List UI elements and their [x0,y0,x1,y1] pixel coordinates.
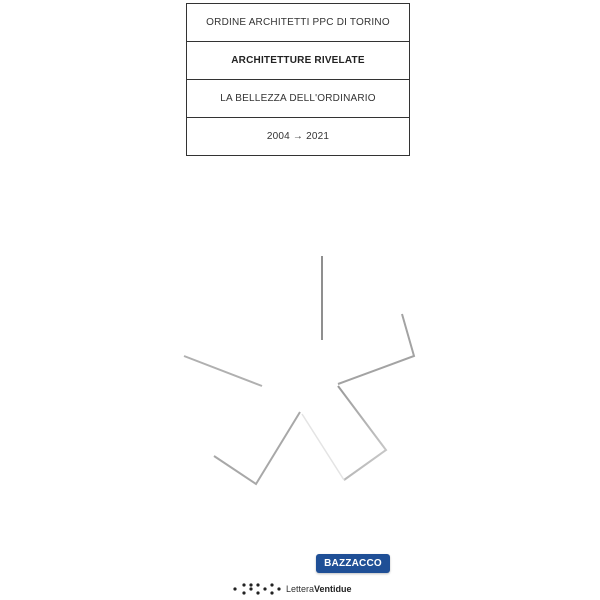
sponsor-label: BAZZACCO [324,558,382,569]
book-subtitle: LA BELLEZZA DELL'ORDINARIO [187,80,409,118]
publisher-name-bold: Ventidue [314,584,352,594]
organization-name: ORDINE ARCHITETTI PPC DI TORINO [187,4,409,42]
year-range: 2004 → 2021 [266,131,330,142]
publisher-logo [232,581,352,597]
publisher-name-light: Lettera [286,584,315,594]
sponsor-badge [316,554,390,573]
book-title: ARCHITETTURE RIVELATE [187,42,409,80]
dot-pattern-logo-icon [232,581,284,597]
publisher-name [286,584,352,594]
